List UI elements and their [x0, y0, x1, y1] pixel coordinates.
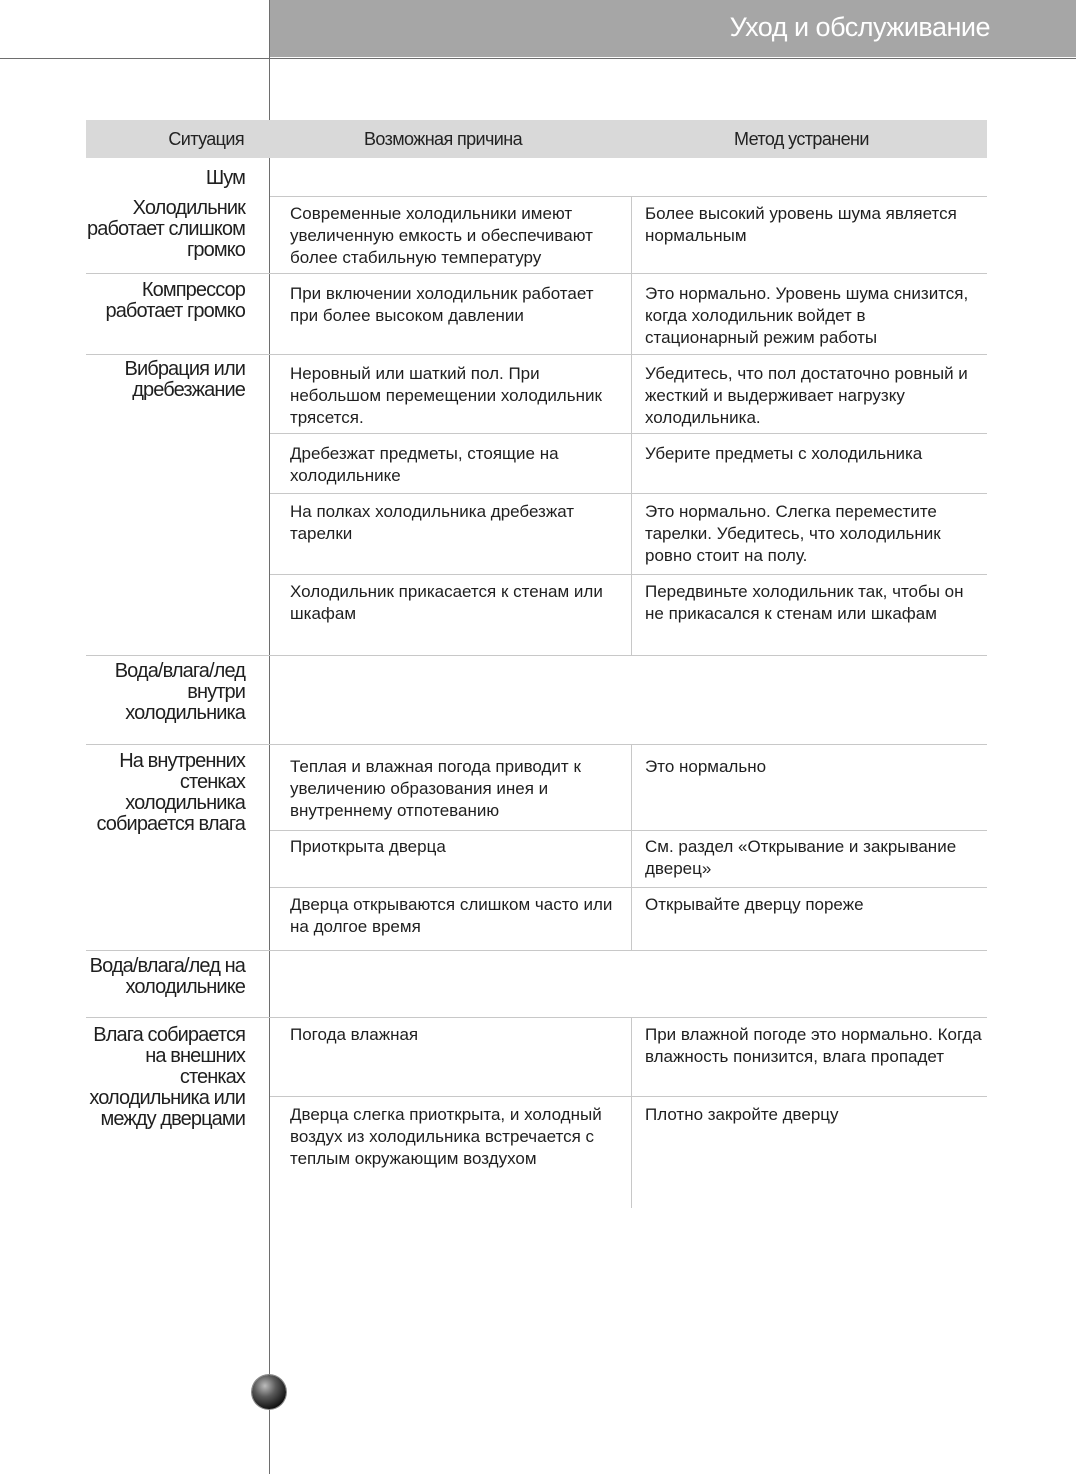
cause-cell: Дверца открываются слишком часто или на долгое время — [290, 895, 613, 936]
column-header-cause: Возможная причина — [364, 129, 522, 149]
row-divider — [86, 655, 987, 656]
cause-cell: Приоткрыта дверца — [290, 837, 446, 856]
situation-outer-walls: Влага собирается на внешних стенках холодильника или между дверцами — [89, 1024, 245, 1130]
section-title-water-inside: Вода/влага/лед внутри холодильника — [114, 660, 245, 724]
method-cell: При влажной погоде это нормально. Когда влажность понизится, влага пропадет — [645, 1025, 982, 1066]
method-cell: Убедитесь, что пол достаточно ровный и жесткий и выдерживает нагрузку холодильника. — [645, 364, 968, 427]
column-header-situation: Ситуация — [168, 129, 244, 149]
column-header-method: Метод устранени — [734, 129, 869, 149]
row-divider — [270, 887, 987, 888]
situation-vibration: Вибрация или дребезжание — [124, 358, 245, 401]
situation-compressor: Компрессор работает громко — [105, 279, 245, 322]
row-divider — [270, 574, 987, 575]
cause-cell: Дверца слегка приоткрыта, и холодный воздух из холодильника встречается с теплым окружающим воздухом — [290, 1105, 602, 1168]
method-cell: См. раздел «Открывание и закрывание дверец» — [645, 837, 957, 878]
method-cell: Уберите предметы с холодильника — [645, 444, 923, 463]
row-divider — [270, 433, 987, 434]
method-cell: Более высокий уровень шума является нормальным — [645, 204, 957, 245]
row-divider — [86, 950, 987, 951]
page-title: Уход и обслуживание — [729, 12, 990, 42]
situation-loud: Холодильник работает слишком громко — [87, 197, 245, 261]
row-divider — [86, 273, 987, 274]
row-divider — [86, 354, 987, 355]
header-divider — [0, 58, 1076, 59]
section-title-noise: Шум — [205, 167, 245, 189]
column-divider — [631, 1018, 632, 1208]
header-bar — [270, 0, 1076, 57]
row-divider — [86, 1017, 987, 1018]
cause-cell: Погода влажная — [290, 1025, 419, 1044]
cause-cell: Дребезжат предметы, стоящие на холодильнике — [290, 444, 559, 485]
situation-inner-walls: На внутренних стенках холодильника собирается влага — [96, 750, 245, 835]
cause-cell: Холодильник прикасается к стенам или шкафам — [290, 582, 603, 623]
row-divider — [86, 744, 987, 745]
cause-cell: Теплая и влажная погода приводит к увеличению образования инея и внутреннему отпотеванию — [290, 757, 581, 820]
page-margin-line — [269, 0, 270, 1474]
page-marker-dot — [252, 1375, 286, 1409]
method-cell: Это нормально — [645, 757, 767, 776]
row-divider — [270, 830, 987, 831]
table-header — [86, 120, 987, 158]
cause-cell: На полках холодильника дребезжат тарелки — [290, 502, 575, 543]
row-divider — [270, 196, 987, 197]
method-cell: Передвиньте холодильник так, чтобы он не прикасался к стенам или шкафам — [645, 582, 964, 623]
row-divider — [270, 1096, 987, 1097]
row-divider — [270, 493, 987, 494]
cause-cell: Неровный или шаткий пол. При небольшом перемещении холодильник трясется. — [290, 364, 602, 427]
method-cell: Открывайте дверцу пореже — [645, 895, 864, 914]
column-divider — [631, 745, 632, 950]
column-divider — [631, 355, 632, 655]
section-title-water-outside: Вода/влага/лед на холодильнике — [89, 955, 245, 998]
column-divider — [631, 274, 632, 354]
method-cell: Это нормально. Уровень шума снизится, когда холодильник войдет в стационарный режим работы — [645, 284, 969, 347]
method-cell: Плотно закройте дверцу — [645, 1105, 839, 1124]
cause-cell: При включении холодильник работает при более высоком давлении — [290, 284, 594, 325]
cause-cell: Современные холодильники имеют увеличенную емкость и обеспечивают более стабильную температуру — [290, 204, 593, 267]
method-cell: Это нормально. Слегка переместите тарелки. Убедитесь, что холодильник ровно стоит на полу. — [645, 502, 941, 565]
column-divider — [631, 197, 632, 273]
